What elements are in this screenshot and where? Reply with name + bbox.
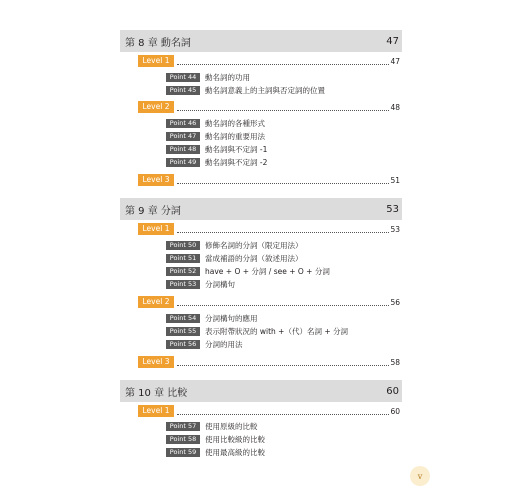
point-tag: Point 50 <box>166 241 200 250</box>
level-tab: Level 1 <box>138 405 174 417</box>
point-title: 動名詞的重要用法 <box>205 131 265 141</box>
level-tab: Level 3 <box>138 356 174 368</box>
dot-leader <box>177 176 389 184</box>
point-row[interactable] <box>166 240 303 250</box>
point-title: 使用最高級的比較 <box>205 447 265 457</box>
level-row[interactable] <box>138 296 400 308</box>
point-tag: Point 49 <box>166 158 200 167</box>
point-title: 動名詞意義上的主詞與否定詞的位置 <box>205 85 325 95</box>
point-tag: Point 53 <box>166 280 200 289</box>
level-row[interactable] <box>138 356 400 368</box>
chapter-title: 第 10 章 比較 <box>125 387 188 399</box>
point-title: 分詞構句的應用 <box>205 313 258 323</box>
level-tab: Level 1 <box>138 223 174 235</box>
chapter-page: 53 <box>386 203 399 215</box>
level-page: 51 <box>390 175 400 185</box>
dot-leader <box>177 298 389 306</box>
point-tag: Point 58 <box>166 435 200 444</box>
point-row[interactable] <box>166 339 243 349</box>
level-page: 47 <box>390 56 400 66</box>
point-title: 使用原級的比較 <box>205 421 258 431</box>
point-title: 分詞的用法 <box>205 339 243 349</box>
chapter-page: 47 <box>386 35 399 47</box>
point-tag: Point 59 <box>166 448 200 457</box>
chapter-10-heading[interactable] <box>120 380 402 402</box>
level-tab: Level 2 <box>138 296 174 308</box>
point-tag: Point 55 <box>166 327 200 336</box>
point-row[interactable] <box>166 326 348 336</box>
point-title: 表示附帶狀況的 with +（代）名詞 + 分詞 <box>205 326 349 336</box>
point-row[interactable] <box>166 313 258 323</box>
chapter-title: 第 8 章 動名詞 <box>125 37 191 49</box>
level-row[interactable] <box>138 174 400 186</box>
level-row[interactable] <box>138 55 400 67</box>
page-number-badge: v <box>410 466 430 486</box>
point-title: 當成補語的分詞（敘述用法） <box>205 253 303 263</box>
point-row[interactable] <box>166 131 265 141</box>
point-row[interactable] <box>166 72 250 82</box>
level-page: 56 <box>390 297 400 307</box>
chapter-9-heading[interactable] <box>120 198 402 220</box>
dot-leader <box>177 407 389 415</box>
point-title: 動名詞與不定詞 -2 <box>205 157 268 167</box>
point-title: 動名詞的各種形式 <box>205 118 265 128</box>
point-title: 動名詞的功用 <box>205 72 250 82</box>
point-tag: Point 46 <box>166 119 200 128</box>
point-row[interactable] <box>166 118 265 128</box>
level-tab: Level 3 <box>138 174 174 186</box>
point-row[interactable] <box>166 144 267 154</box>
level-row[interactable] <box>138 223 400 235</box>
chapter-page: 60 <box>386 385 399 397</box>
level-row[interactable] <box>138 405 400 417</box>
point-tag: Point 45 <box>166 86 200 95</box>
point-title: 使用比較級的比較 <box>205 434 265 444</box>
point-row[interactable] <box>166 253 303 263</box>
point-tag: Point 47 <box>166 132 200 141</box>
dot-leader <box>177 57 389 65</box>
dot-leader <box>177 103 389 111</box>
point-tag: Point 56 <box>166 340 200 349</box>
point-title: 修飾名詞的分詞（限定用法） <box>205 240 303 250</box>
dot-leader <box>177 225 389 233</box>
point-tag: Point 54 <box>166 314 200 323</box>
point-row[interactable] <box>166 447 265 457</box>
point-tag: Point 48 <box>166 145 200 154</box>
point-title: 動名詞與不定詞 -1 <box>205 144 268 154</box>
dot-leader <box>177 358 389 366</box>
chapter-8-heading[interactable] <box>120 30 402 52</box>
point-tag: Point 57 <box>166 422 200 431</box>
point-row[interactable] <box>166 157 267 167</box>
level-page: 53 <box>390 224 400 234</box>
point-row[interactable] <box>166 266 330 276</box>
point-tag: Point 51 <box>166 254 200 263</box>
point-row[interactable] <box>166 85 325 95</box>
level-tab: Level 1 <box>138 55 174 67</box>
level-page: 60 <box>390 406 400 416</box>
level-row[interactable] <box>138 101 400 113</box>
point-row[interactable] <box>166 421 258 431</box>
point-tag: Point 44 <box>166 73 200 82</box>
chapter-title: 第 9 章 分詞 <box>125 205 181 217</box>
point-title: have + O + 分詞 / see + O + 分詞 <box>205 266 330 276</box>
level-tab: Level 2 <box>138 101 174 113</box>
point-tag: Point 52 <box>166 267 200 276</box>
level-page: 58 <box>390 357 400 367</box>
point-row[interactable] <box>166 434 265 444</box>
point-title: 分詞構句 <box>205 279 235 289</box>
level-page: 48 <box>390 102 400 112</box>
point-row[interactable] <box>166 279 235 289</box>
